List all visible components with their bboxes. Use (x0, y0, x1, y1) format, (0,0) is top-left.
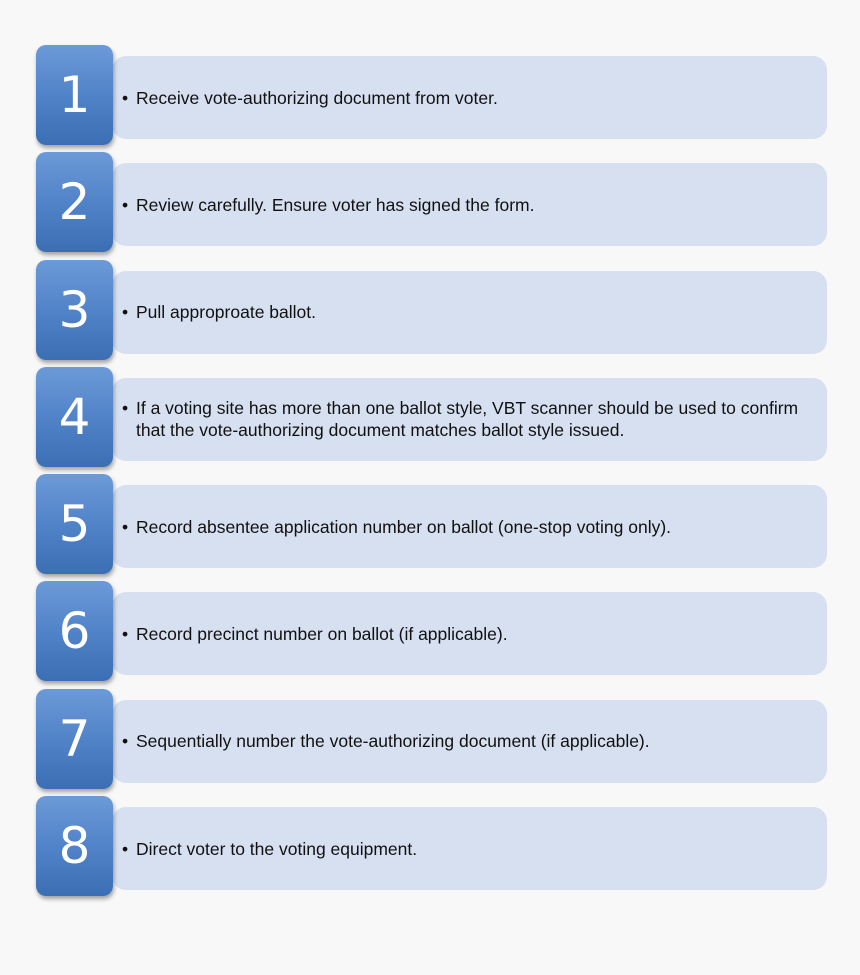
bullet-icon: • (122, 516, 129, 537)
step-text: Sequentially number the vote-authorizing document (if applicable). (136, 731, 650, 752)
step-text-box (112, 378, 827, 461)
step-2 (36, 152, 828, 252)
step-text: Pull approproate ballot. (136, 302, 316, 323)
step-list (36, 45, 828, 903)
step-text-box (112, 592, 827, 675)
step-text: Review carefully. Ensure voter has signed the form. (136, 194, 535, 215)
step-number-badge: 3 (36, 260, 113, 360)
step-5 (36, 474, 828, 574)
step-text: Record precinct number on ballot (if applicable). (136, 623, 508, 644)
step-4 (36, 367, 828, 467)
step-text: If a voting site has more than one ballot style, VBT scanner should be used to confirm that the vote-authorizing document matches ballot style issued. (136, 398, 799, 441)
step-text: Receive vote-authorizing document from voter. (136, 87, 498, 108)
step-text-box (112, 485, 827, 568)
step-text: Record absentee application number on ballot (one-stop voting only). (136, 516, 672, 537)
step-text-box (112, 807, 827, 890)
step-text-box (112, 163, 827, 246)
step-number-badge: 8 (36, 796, 113, 896)
bullet-icon: • (122, 623, 129, 644)
step-number-badge: 1 (36, 45, 113, 145)
step-7 (36, 689, 828, 789)
step-6 (36, 581, 828, 681)
step-text-box (112, 56, 827, 139)
step-text-box (112, 271, 827, 354)
bullet-icon: • (122, 838, 129, 859)
step-text: Direct voter to the voting equipment. (136, 838, 418, 859)
step-number-badge: 2 (36, 152, 113, 252)
step-1 (36, 45, 828, 145)
step-8 (36, 796, 828, 896)
bullet-icon: • (122, 87, 129, 108)
step-text-box (112, 700, 827, 783)
bullet-icon: • (122, 398, 129, 419)
step-number-badge: 7 (36, 689, 113, 789)
step-number-badge: 6 (36, 581, 113, 681)
bullet-icon: • (122, 731, 129, 752)
step-number-badge: 5 (36, 474, 113, 574)
step-number-badge: 4 (36, 367, 113, 467)
bullet-icon: • (122, 194, 129, 215)
step-3 (36, 260, 828, 360)
bullet-icon: • (122, 302, 129, 323)
